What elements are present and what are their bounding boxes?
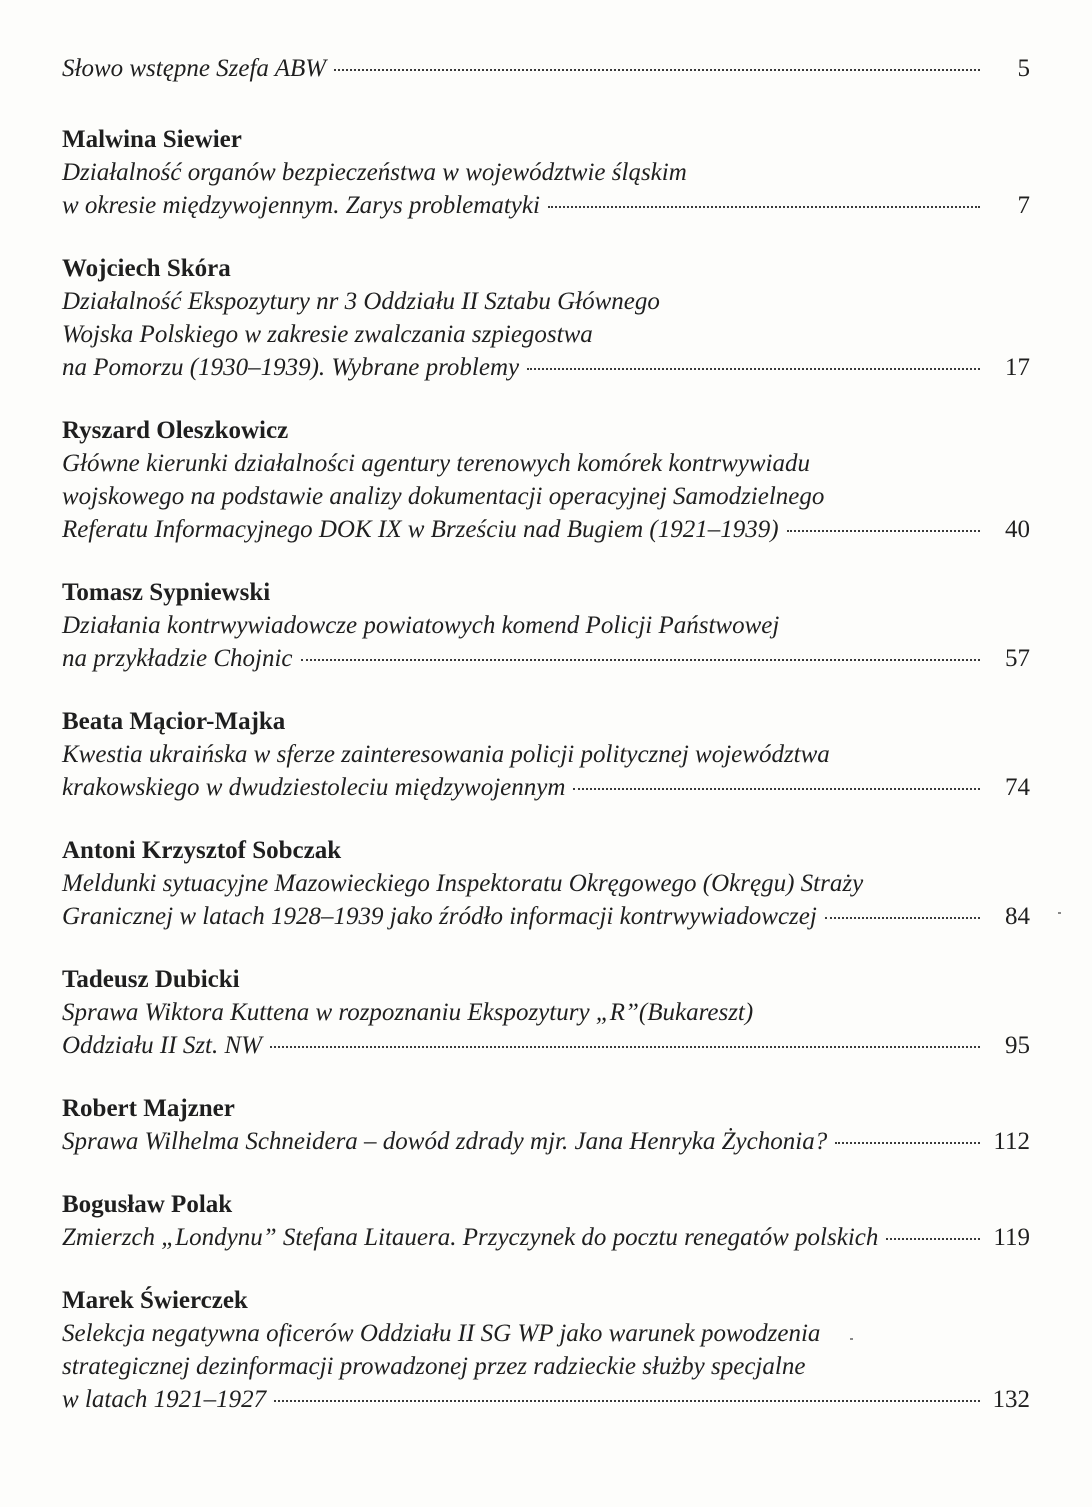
entry-title-text: Zmierzch „Londynu” Stefana Litauera. Przyczynek do pocztu renegatów polskich [62,1224,879,1251]
entry-title-text: Słowo wstępne Szefa ABW [62,55,327,82]
entry-title-text: Referatu Informacyjnego DOK IX w Brześciu nad Bugiem (1921–1939) [62,516,779,543]
toc-entry [62,252,1030,384]
entry-author: Bogusław Polak [62,1191,233,1218]
entry-title-text: krakowskiego w dwudziestoleciu międzywojennym [62,774,566,801]
entry-title-last-line [62,771,1030,804]
page-number: 95 [1005,1032,1030,1059]
entry-title-line: wojskowego na podstawie analizy dokumentacji operacyjnej Samodzielnego [62,483,825,510]
entry-title-text: Oddziału II Szt. NW [62,1032,262,1059]
table-of-contents [62,52,1030,1446]
toc-entry [62,576,1030,675]
dot-leader [274,1400,980,1402]
entry-author: Tomasz Sypniewski [62,579,271,606]
entry-author: Tadeusz Dubicki [62,966,240,993]
entry-title-line: Sprawa Wiktora Kuttena w rozpoznaniu Ekspozytury „R”(Bukareszt) [62,999,754,1026]
entry-author: Robert Majzner [62,1095,235,1122]
toc-entry [62,414,1030,546]
dot-leader [527,368,980,370]
entry-author: Antoni Krzysztof Sobczak [62,837,342,864]
dot-leader [825,917,980,919]
toc-entry [62,834,1030,933]
entry-title-line: strategicznej dezinformacji prowadzonej przez radzieckie służby specjalne [62,1353,806,1380]
entry-author: Beata Mącior-Majka [62,708,286,735]
page-number: 84 [1005,903,1030,930]
entry-title-text: w okresie międzywojennym. Zarys problematyki [62,192,540,219]
toc-entry [62,963,1030,1062]
page-number: 132 [992,1386,1030,1413]
entry-title-last-line [62,900,1030,933]
page-number: 112 [993,1128,1030,1155]
toc-entry [62,1092,1030,1158]
entry-author: Marek Świerczek [62,1287,248,1314]
entry-author: Wojciech Skóra [62,255,231,282]
entry-title-text: na Pomorzu (1930–1939). Wybrane problemy [62,354,520,381]
page-number: 119 [993,1224,1030,1251]
entry-title-last-line [62,1221,1030,1254]
dot-leader [301,659,980,661]
dot-leader [835,1142,980,1144]
page-number: 57 [1005,645,1030,672]
entry-title-line: Selekcja negatywna oficerów Oddziału II SG WP jako warunek powodzenia [62,1320,821,1347]
entry-title-text: w latach 1921–1927 [62,1386,267,1413]
dot-leader [573,788,980,790]
scan-speck [850,1338,853,1340]
entry-title-last-line [62,513,1030,546]
toc-entry [62,1284,1030,1416]
entry-author: Malwina Siewier [62,126,242,153]
dot-leader [334,69,980,71]
page-number: 5 [1017,55,1030,82]
entry-title-line: Główne kierunki działalności agentury terenowych komórek kontrwywiadu [62,450,810,477]
dot-leader [270,1046,980,1048]
entry-title-last-line [62,52,1030,85]
entry-title-line: Wojska Polskiego w zakresie zwalczania szpiegostwa [62,321,593,348]
dot-leader [548,206,980,208]
entry-title-line: Meldunki sytuacyjne Mazowieckiego Inspektoratu Okręgowego (Okręgu) Straży [62,870,864,897]
toc-entry [62,705,1030,804]
page-number: 17 [1005,354,1030,381]
page-number: 7 [1017,192,1030,219]
entry-title-last-line [62,351,1030,384]
entry-title-line: Działalność organów bezpieczeństwa w województwie śląskim [62,159,687,186]
dot-leader [886,1238,980,1240]
entry-title-line: Działalność Ekspozytury nr 3 Oddziału II Sztabu Głównego [62,288,660,315]
page-number: 74 [1005,774,1030,801]
entry-title-text: Sprawa Wilhelma Schneidera – dowód zdrady mjr. Jana Henryka Żychonia? [62,1128,828,1155]
entry-title-last-line [62,642,1030,675]
entry-title-line: Kwestia ukraińska w sferze zainteresowania policji politycznej województwa [62,741,830,768]
entry-author: Ryszard Oleszkowicz [62,417,289,444]
dot-leader [787,530,980,532]
entry-title-last-line [62,1383,1030,1416]
scan-speck [1058,912,1061,914]
entry-title-text: na przykładzie Chojnic [62,645,293,672]
page-number: 40 [1005,516,1030,543]
toc-entry [62,123,1030,222]
entry-title-line: Działania kontrwywiadowcze powiatowych komend Policji Państwowej [62,612,780,639]
entry-title-last-line [62,1125,1030,1158]
entry-title-text: Granicznej w latach 1928–1939 jako źródło informacji kontrwywiadowczej [62,903,817,930]
entry-title-last-line [62,1029,1030,1062]
entry-title-last-line [62,189,1030,222]
toc-entry [62,52,1030,85]
toc-entry [62,1188,1030,1254]
